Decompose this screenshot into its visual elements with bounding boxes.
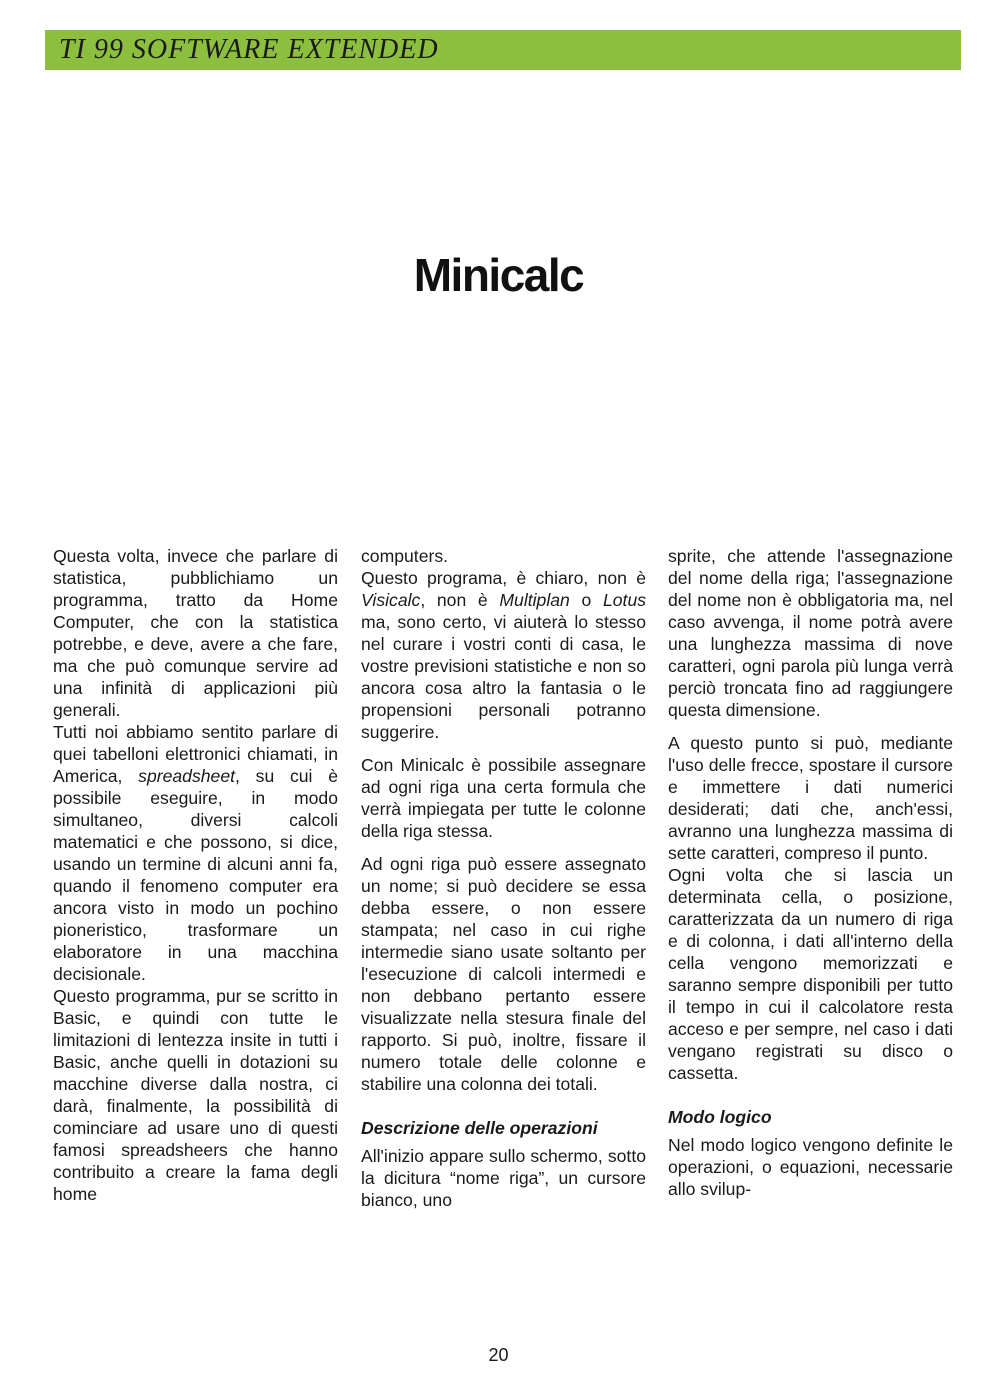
emphasis-text: Lotus	[602, 590, 647, 610]
text-run: Tutti noi abbiamo sentito parlare di quei tabelloni elettronici chiamati, in America,	[53, 722, 338, 786]
section-subheading: Modo logico	[668, 1107, 772, 1127]
article-title: Minicalc	[413, 249, 584, 301]
paragraph: Ad ogni riga può essere assegnato un nome; si può decidere se essa debba essere, o non essere stampata; nel caso in cui righe intermedie siano usate soltanto per l'esecuzione di calcoli intermedi e non debbano pertanto essere visualizzate nella stesura finale del rapporto. Si può, inoltre, fissare il numero totale delle colonne e stabilire una colonna dei totali.	[361, 854, 646, 1094]
paragraph: Ogni volta che si lascia un determinata cella, o posizione, caratterizzata da un numero di riga e di colonna, i dati all'interno della cella vengono memorizzati e saranno sempre disponibili per tutto il tempo in cui il calcolatore resta acceso e per sempre, nel caso i dati vengano registrati su disco o cassetta.	[668, 865, 953, 1083]
paragraph: A questo punto si può, mediante l'uso delle frecce, spostare il cursore e immettere i dati numerici desiderati; dati che, anch'essi, avranno una lunghezza massima di sette caratteri, compreso il punto.	[668, 733, 953, 863]
text-column-1	[53, 545, 338, 1205]
text-run: ma, sono certo, vi aiuterà lo stesso nel curare i vostri conti di casa, le vostre previsioni statistiche e non so ancora cosa altro la fantasia o le propensioni personali potranno suggerire.	[361, 612, 646, 742]
text-column-3	[668, 545, 953, 1200]
emphasis-text: Visicalc	[361, 590, 421, 610]
paragraph	[361, 567, 646, 743]
paragraph: Con Minicalc è possibile assegnare ad ogni riga una certa formula che verrà impiegata per tutte le colonne della riga stessa.	[361, 755, 646, 841]
paragraph: computers.	[361, 546, 449, 566]
emphasis-text: Multiplan	[499, 590, 570, 610]
paragraph: Questo programma, pur se scritto in Basic, e quindi con tutte le limitazioni di lentezza insite in tutti i Basic, anche quelli in dotazioni su macchine diverse dalla nostra, ci darà, finalmente, la possibilità di cominciare ad usare uno di questi famosi spreadsheers che hanno contribuito a creare la fama degli home	[53, 986, 338, 1204]
paragraph: Nel modo logico vengono definite le operazioni, o equazioni, necessarie allo svilup-	[668, 1135, 953, 1199]
page-number: 20	[488, 1345, 509, 1365]
running-header-title: TI 99 SOFTWARE EXTENDED	[59, 34, 439, 65]
section-subheading: Descrizione delle operazioni	[361, 1118, 598, 1138]
text-run: o	[581, 590, 592, 610]
text-run: , su cui è possibile eseguire, in modo simultaneo, diversi calcoli matematici e che possono, si dice, usando un termine di alcuni anni fa, quando il fenomeno computer era ancora visto in modo un pochino pioneristico, trasformare un elaboratore in una macchina decisionale.	[53, 766, 338, 984]
paragraph: All'inizio appare sullo schermo, sotto la dicitura “nome riga”, un cursore bianco, uno	[361, 1146, 646, 1210]
header-band	[45, 30, 961, 70]
text-run: Questo programa, è chiaro, non è	[361, 568, 646, 588]
paragraph: Questa volta, invece che parlare di statistica, pubblichiamo un programma, tratto da Home Computer, che con la statistica potrebbe, e deve, avere a che fare, ma che può comunque servire ad una infinità di applicazioni più generali.	[53, 546, 338, 720]
paragraph: sprite, che attende l'assegnazione del nome della riga; l'assegnazione del nome non è obbligatoria ma, nel caso avvenga, il nome potrà avere una lunghezza massima di nove caratteri, ogni parola più lunga verrà perciò troncata fino ad raggiungere questa dimensione.	[668, 546, 953, 720]
text-run: , non è	[420, 590, 488, 610]
emphasis-text: spreadsheet	[138, 766, 236, 786]
text-column-2	[361, 545, 646, 1211]
paragraph	[53, 721, 338, 985]
